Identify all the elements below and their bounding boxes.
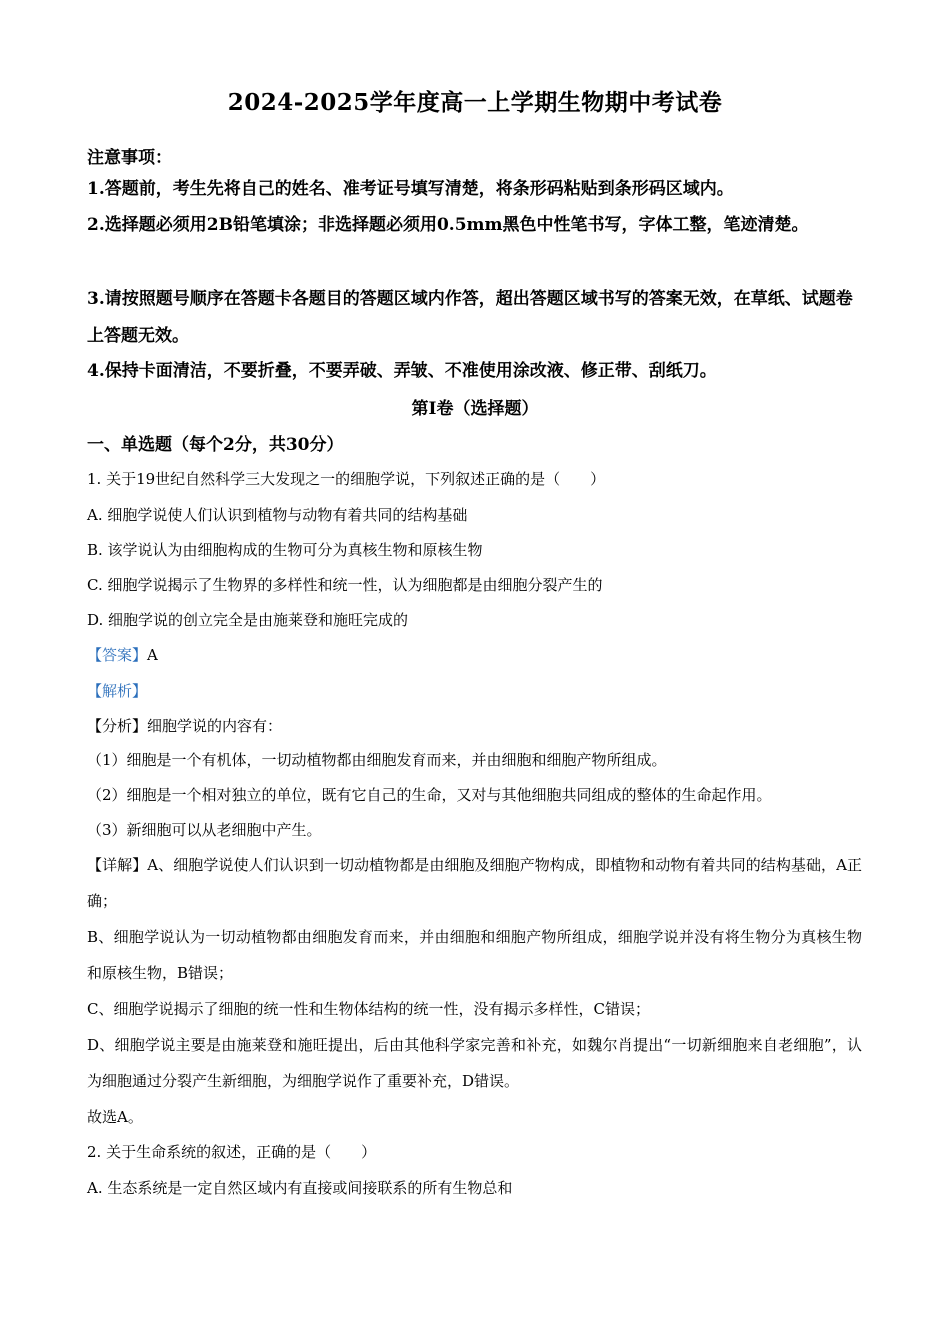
question-1-stem: 1. 关于19世纪自然科学三大发现之一的细胞学说，下列叙述正确的是（ ） (87, 470, 606, 488)
question-1-option-c: C. 细胞学说揭示了生物界的多样性和统一性，认为细胞都是由细胞分裂产生的 (87, 576, 603, 594)
question-1-option-b: B. 该学说认为由细胞构成的生物可分为真核生物和原核生物 (87, 541, 483, 559)
answer-line (87, 637, 862, 673)
detail-b: B、细胞学说认为一切动植物都由细胞发育而来，并由细胞和细胞产物所组成，细胞学说并没有将生物分为真核生物和原核生物，B错误； (87, 928, 862, 982)
conclusion: 故选A。 (87, 1108, 143, 1126)
notice-heading: 注意事项： (87, 148, 172, 168)
question-1-option-a: A. 细胞学说使人们认识到植物与动物有着共同的结构基础 (87, 506, 468, 524)
notice-item-1: 1.答题前，考生先将自己的姓名、准考证号填写清楚，将条形码粘贴到条形码区域内。 (87, 179, 734, 199)
detail-c: C、细胞学说揭示了细胞的统一性和生物体结构的统一性，没有揭示多样性，C错误； (87, 1000, 650, 1018)
volume-title: 第I卷（选择题） (411, 399, 539, 419)
detail-d: D、细胞学说主要是由施莱登和施旺提出，后由其他科学家完善和补充，如魏尔肖提出“一切新细胞来自老细胞”，认为细胞通过分裂产生新细胞，为细胞学说作了重要补充，D错误。 (87, 1036, 862, 1090)
analysis-point-2: （2）细胞是一个相对独立的单位，既有它自己的生命，又对与其他细胞共同组成的整体的生命起作用。 (87, 786, 772, 804)
notice-item-4: 4.保持卡面清洁，不要折叠，不要弄破、弄皱、不准使用涂改液、修正带、刮纸刀。 (87, 361, 717, 381)
exam-title: 2024-2025学年度高一上学期生物期中考试卷 (227, 89, 723, 116)
question-1-option-d: D. 细胞学说的创立完全是由施莱登和施旺完成的 (87, 611, 409, 629)
answer-tag: 【答案】 (87, 646, 148, 664)
answer-value: A (147, 646, 158, 664)
analysis-point-1: （1）细胞是一个有机体，一切动植物都由细胞发育而来，并由细胞和细胞产物所组成。 (87, 751, 667, 769)
analysis-lead: 【分析】细胞学说的内容有： (87, 717, 283, 735)
question-2-option-a: A. 生态系统是一定自然区域内有直接或间接联系的所有生物总和 (87, 1179, 513, 1197)
detail-a: 【详解】A、细胞学说使人们认识到一切动植物都是由细胞及细胞产物构成，即植物和动物有着共同的结构基础，A正确； (87, 856, 862, 910)
analysis-point-3: （3）新细胞可以从老细胞中产生。 (87, 821, 322, 839)
notice-item-2: 2.选择题必须用2B铅笔填涂；非选择题必须用0.5mm黑色中性笔书写，字体工整，笔迹清楚。 (87, 215, 809, 235)
analysis-tag: 【解析】 (87, 682, 148, 700)
question-2-stem: 2. 关于生命系统的叙述，正确的是（ ） (87, 1143, 377, 1161)
notice-item-3: 3.请按照题号顺序在答题卡各题目的答题区域内作答，超出答题区域书写的答案无效，在草纸、试题卷上答题无效。 (87, 289, 853, 346)
section-title: 一、单选题（每个2分，共30分） (87, 435, 344, 455)
